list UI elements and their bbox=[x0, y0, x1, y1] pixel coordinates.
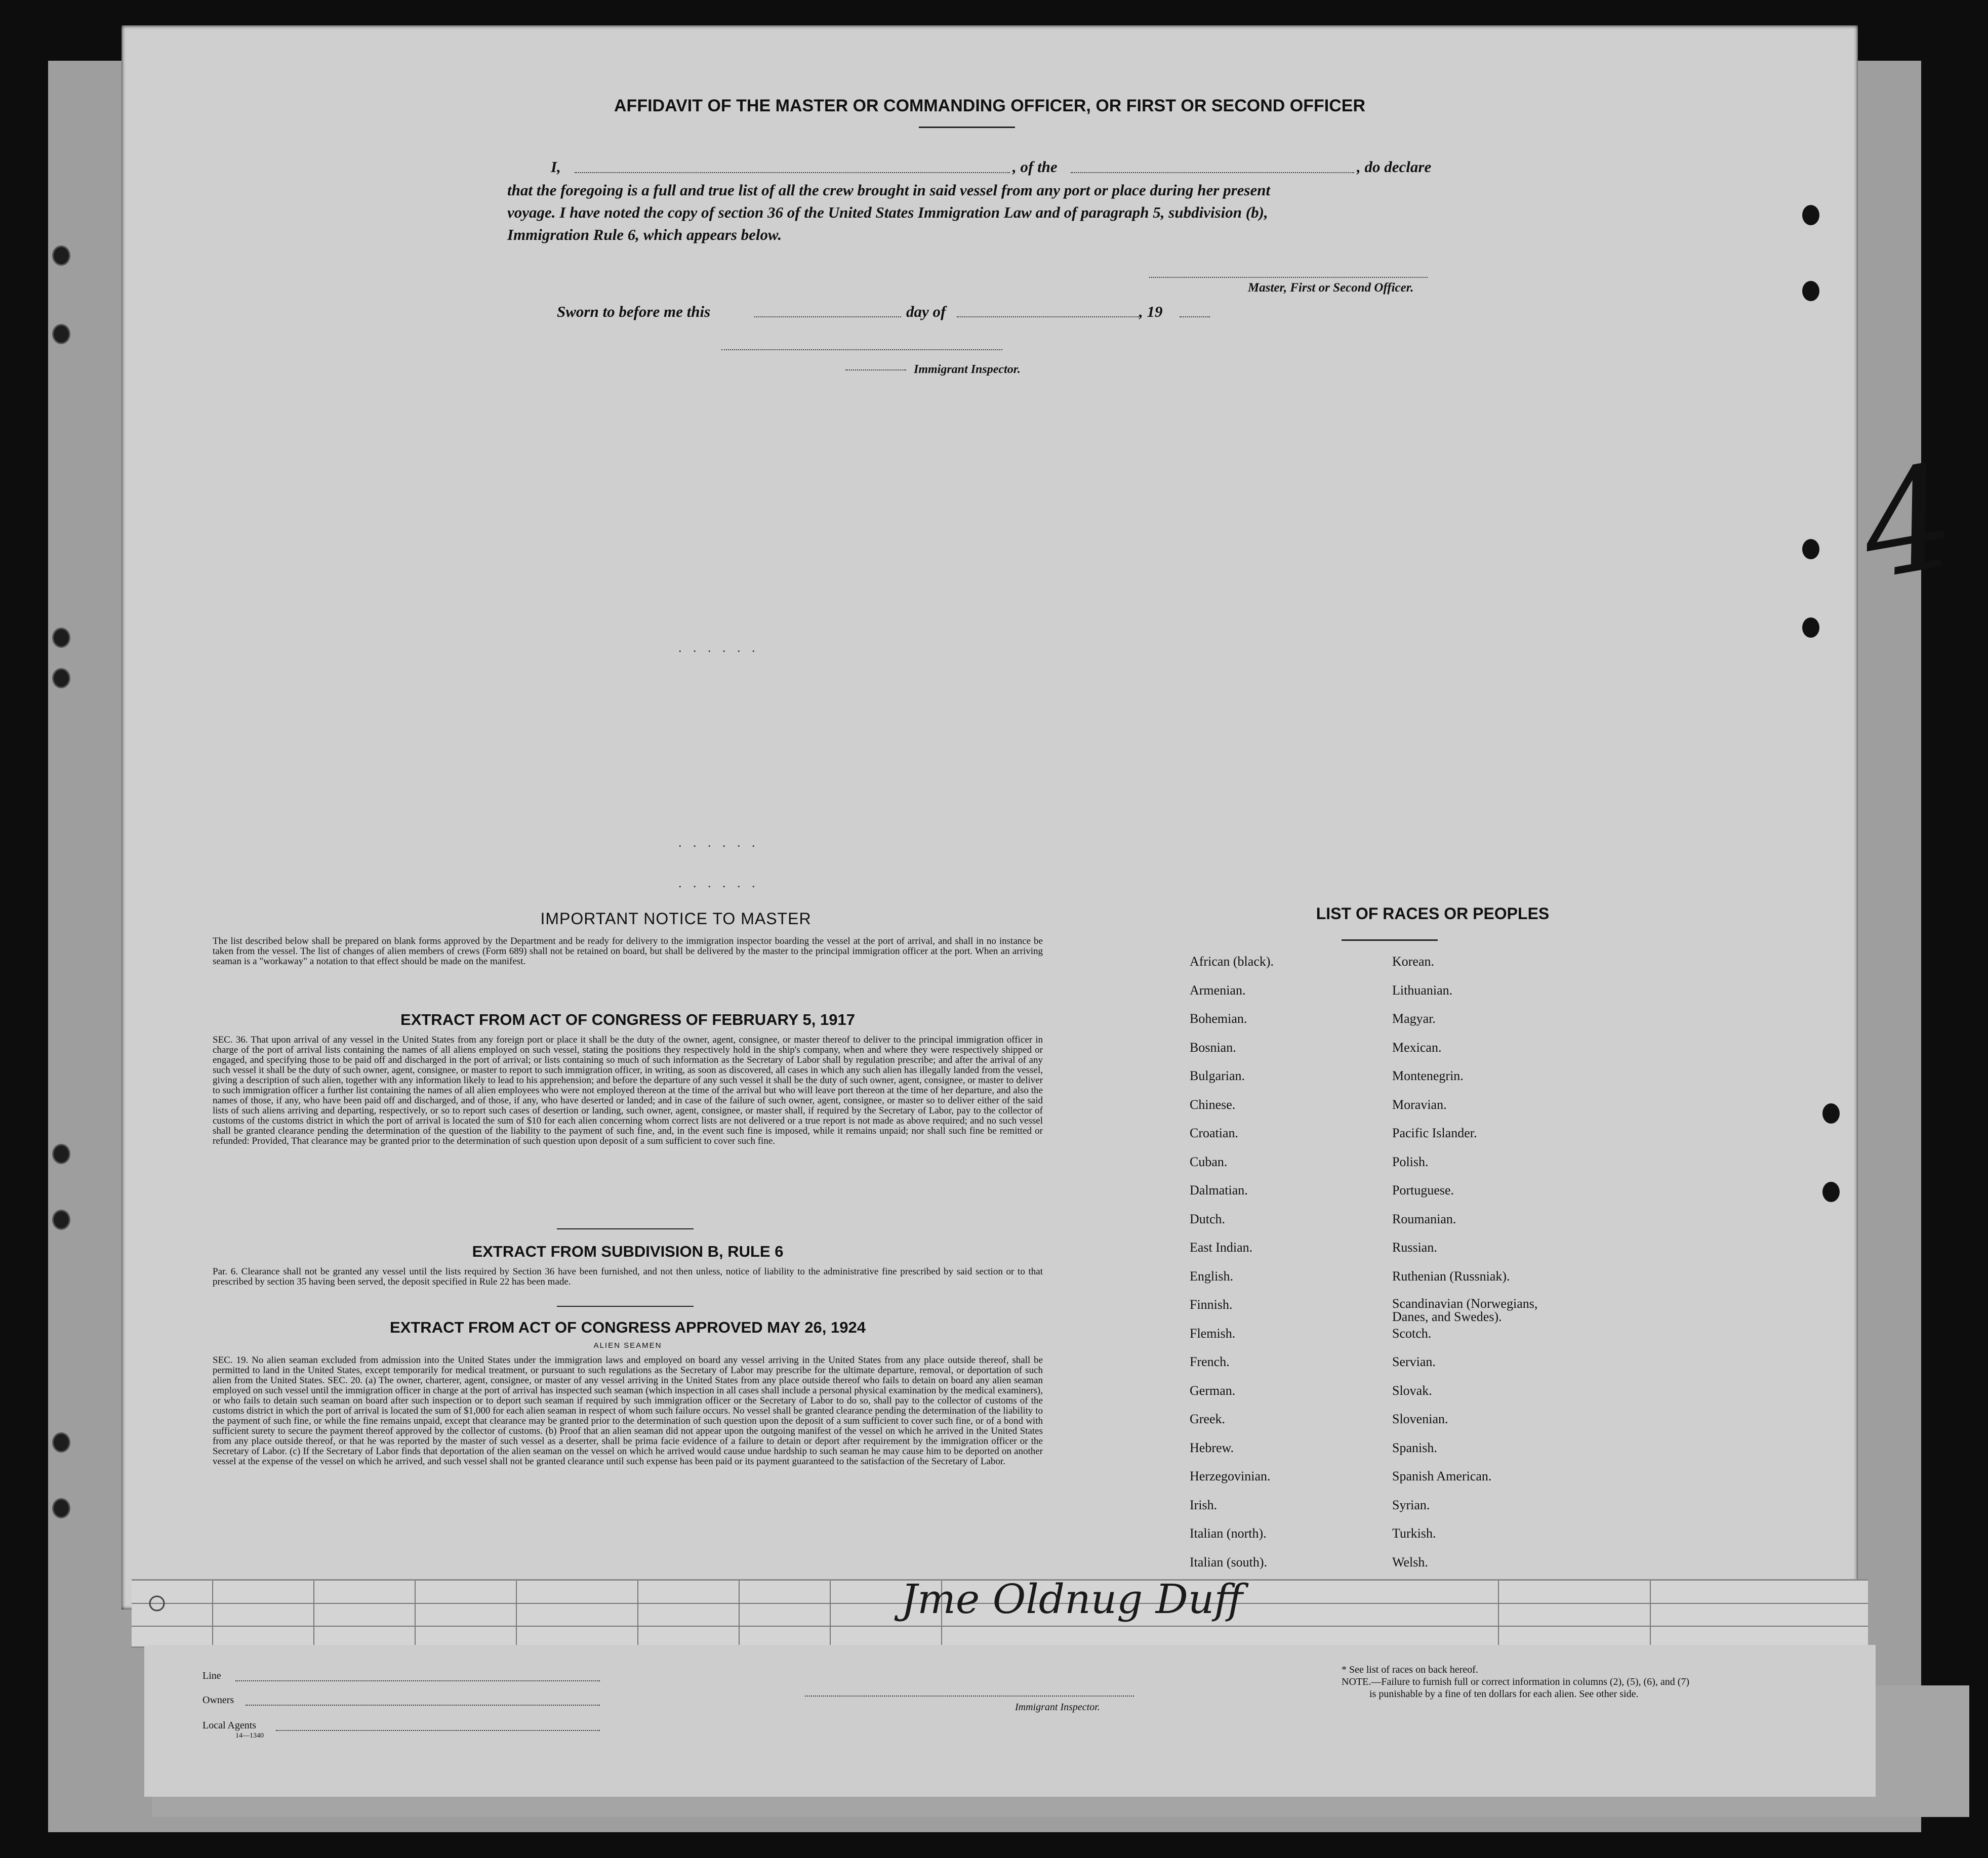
binder-hole-icon bbox=[52, 628, 70, 648]
race-item: Bosnian. bbox=[1190, 1040, 1236, 1055]
extract3-body: SEC. 19. No alien seaman excluded from admission into the United States under the immigration laws and employed on board any vessel arriving in the United States from any place outside thereof, shall be permitted to land in the United States, except temporarily for medical treatment, or pursuant to such regulations as the Secretary of Labor may prescribe for the ultimate departure, removal, or deportation of such alien from the United States. SEC. 20. (a) The owner, charterer, agent, consignee, or master of any vessel arriving in the United States from any place outside thereof who fails to detain on board any alien seaman employed on such vessel until the immigration officer in charge at the port of arrival has inspected such seaman (which inspection in all cases shall include a personal physical examination by the medical examiners), or who fails to detain such seaman on board after such inspection or to deport such seaman if required by such immigration officer or the Secretary of Labor to do so, shall pay to the collector of customs of the customs district in which the port of arrival is located the sum of $1,000 for each alien seaman in respect of whom such failure occurs. No vessel shall be granted clearance pending the determination of the liability to the payment of such fine, or while the fine remains unpaid, except that clearance may be granted prior to the determination of such question upon the deposit of a sum sufficient to cover such fine, or of a bond with sufficient surety to secure the payment thereof approved by the collector of customs. (b) Proof that an alien seaman did not appear upon the outgoing manifest of the vessel on which he arrived in the United States from any place outside thereof, or that he was reported by the master of such vessel as a deserter, shall be prima facie evidence of a failure to detain or deport after requirement by the immigration officer or the Secretary of Labor. (c) If the Secretary of Labor finds that deportation of the alien seaman on the vessel on which he arrived would cause undue hardship to such seaman he may cause him to be deported on another vessel at the expense of the vessel on which he arrived, and such vessel shall not be granted clearance until such expense has been paid or its payment guaranteed to the satisfaction of the Secretary of Labor. bbox=[213, 1355, 1043, 1467]
race-item: Scotch. bbox=[1392, 1326, 1432, 1341]
affidavit-i: I, bbox=[551, 158, 561, 176]
name-blank bbox=[575, 172, 1010, 173]
binder-hole-icon bbox=[52, 245, 70, 266]
race-item: Cuban. bbox=[1190, 1154, 1228, 1169]
binder-hole-icon bbox=[52, 1144, 70, 1164]
line-blank bbox=[235, 1680, 600, 1681]
race-item: Irish. bbox=[1190, 1497, 1218, 1512]
binder-hole-icon bbox=[52, 668, 70, 688]
inspector-blank-short bbox=[845, 369, 906, 370]
race-item: Turkish. bbox=[1392, 1526, 1436, 1541]
race-item: Bulgarian. bbox=[1190, 1068, 1245, 1083]
extract3-subtitle: ALIEN SEAMEN bbox=[593, 1341, 662, 1350]
race-item: Dalmatian. bbox=[1190, 1183, 1248, 1198]
line-label: Line bbox=[202, 1670, 221, 1681]
race-item: Welsh. bbox=[1392, 1554, 1428, 1570]
extract1-title: EXTRACT FROM ACT OF CONGRESS OF FEBRUARY 5, 1917 bbox=[400, 1011, 855, 1028]
faint-marks: . . . . . . bbox=[678, 876, 759, 890]
race-item: Italian (south). bbox=[1190, 1554, 1268, 1570]
signature: Jme Oldnug Duff bbox=[901, 1576, 1243, 1623]
footer-note-1: * See list of races on back hereof. bbox=[1342, 1664, 1478, 1675]
race-item: German. bbox=[1190, 1383, 1236, 1398]
races-rule bbox=[1342, 939, 1438, 941]
race-item: Magyar. bbox=[1392, 1011, 1436, 1026]
race-item: Korean. bbox=[1392, 954, 1435, 969]
affidavit-page bbox=[121, 25, 1967, 1609]
title-rule bbox=[919, 127, 1015, 128]
sworn-month-blank bbox=[957, 316, 1139, 317]
affidavit-line3: voyage. I have noted the copy of section 36 of the United States Immigration Law and of paragraph 5, subdivision (b), bbox=[507, 203, 1268, 221]
footer-inspector-label: Immigrant Inspector. bbox=[1015, 1702, 1100, 1713]
sworn-day-blank bbox=[754, 316, 901, 317]
punch-hole-icon bbox=[1802, 617, 1819, 638]
race-item: Flemish. bbox=[1190, 1326, 1236, 1341]
extract-rule bbox=[557, 1306, 694, 1307]
punch-hole-icon bbox=[1822, 1103, 1840, 1124]
binder-hole-icon bbox=[52, 1432, 70, 1453]
footer-note-2: NOTE.—Failure to furnish full or correct information in columns (2), (5), (6), and (7) bbox=[1342, 1676, 1690, 1687]
race-item: Montenegrin. bbox=[1392, 1068, 1464, 1083]
binder-hole-icon bbox=[52, 324, 70, 344]
sworn-label: Sworn to before me this bbox=[557, 303, 711, 320]
extract1-body: SEC. 36. That upon arrival of any vessel in the United States from any foreign port or place it shall be the duty of the owner, agent, consignee, or master thereof to deliver to the principal immigration officer in charge of the port of arrival lists containing the names of all aliens employed on such vessel, stating the positions they respectively hold in the ship's company, when and where they were respectively shipped or engaged, and specifying those to be paid off and discharged in the port of arrival; or lists containing so much of such information as the Secretary of Labor shall by regulation prescribe; and after the arrival of any such vessel it shall be the duty of such owner, agent, consignee, or master to report to such immigration officer, in writing, as soon as discovered, all cases in which any such alien has illegally landed from the vessel, giving a description of such alien, together with any information likely to lead to his apprehension; and before the departure of any such vessel it shall be the duty of such owner, agent, consignee, or master to deliver to such immigration officer a further list containing the names of all alien employees who were not employed thereon at the time of the arrival but who will leave port thereon at the time of her departure, and also the names of those, if any, who have been paid off and discharged, and of those, if any, who have deserted or landed; and in case of the failure of such owner, agent, consignee, or master so to deliver either of the said lists of such aliens arriving and departing, respectively, or so to report such cases of desertion or landing, such owner, agent, consignee, or master shall, if required by the Secretary of Labor, pay to the collector of customs of the customs district in which the port of arrival is located the sum of $10 for each alien concerning whom correct lists are not delivered or a true report is not made as above required; and no such vessel shall be granted clearance pending the determination of the question of the liability to the payment of such fine, and, in the event such fine is imposed, while it remains unpaid; nor shall such fine be remitted or refunded: Provided, That clearance may be granted prior to the determination of such question upon deposit of a sum sufficient to cover such fine. bbox=[213, 1035, 1043, 1146]
owners-label: Owners bbox=[202, 1695, 234, 1706]
race-item: Croatian. bbox=[1190, 1126, 1239, 1140]
race-item: Spanish. bbox=[1392, 1440, 1437, 1455]
footer-note-3: is punishable by a fine of ten dollars for each alien. See other side. bbox=[1369, 1688, 1639, 1700]
master-label: Master, First or Second Officer. bbox=[1248, 281, 1414, 295]
races-title: LIST OF RACES OR PEOPLES bbox=[1316, 904, 1550, 923]
binder-hole-icon bbox=[52, 1210, 70, 1230]
race-item: Armenian. bbox=[1190, 982, 1246, 998]
faint-marks: . . . . . . bbox=[678, 835, 759, 850]
inspector-blank bbox=[721, 349, 1002, 350]
local-agents-label: Local Agents bbox=[202, 1720, 257, 1731]
faint-marks: . . . . . . bbox=[678, 640, 759, 655]
race-item: Bohemian. bbox=[1190, 1011, 1247, 1026]
race-item: Mexican. bbox=[1392, 1040, 1442, 1055]
affidavit-do-declare: , do declare bbox=[1357, 158, 1432, 176]
race-item: Scandinavian (Norwegians, Danes, and Swedes). bbox=[1392, 1296, 1538, 1324]
binder-hole-icon bbox=[52, 1498, 70, 1518]
race-item: Syrian. bbox=[1392, 1497, 1430, 1512]
notice-body: The list described below shall be prepared on blank forms approved by the Department and be ready for delivery to the immigration inspector boarding the vessel at the port of arrival, and shall in no instance be taken from the vessel. The list of changes of alien members of crews (Form 689) shall not be retained on board, but shall be delivered by the master to the principal immigration officer at the port. When an arriving seaman is a "workaway" a notation to that effect should be made on the manifest. bbox=[213, 936, 1043, 967]
race-item: Ruthenian (Russniak). bbox=[1392, 1268, 1510, 1284]
race-item: Herzegovinian. bbox=[1190, 1469, 1271, 1483]
footer-inspector-blank bbox=[805, 1696, 1134, 1697]
extract2-body: Par. 6. Clearance shall not be granted any vessel until the lists required by Section 36 have been furnished, and not then unless, notice of liability to the administrative fine prescribed by said section or to that prescribed by section 35 having been served, the deposit specified in Rule 22 has been made. bbox=[213, 1266, 1043, 1287]
race-item: Polish. bbox=[1392, 1154, 1429, 1169]
race-item: Dutch. bbox=[1190, 1211, 1226, 1226]
race-item: East Indian. bbox=[1190, 1240, 1253, 1255]
race-item: Servian. bbox=[1392, 1354, 1436, 1369]
affidavit-title: AFFIDAVIT OF THE MASTER OR COMMANDING OFFICER, OR FIRST OR SECOND OFFICER bbox=[614, 96, 1365, 115]
affidavit-of-the: , of the bbox=[1012, 158, 1058, 176]
punch-hole-icon bbox=[1802, 281, 1819, 301]
race-item: Lithuanian. bbox=[1392, 982, 1453, 998]
race-item: Hebrew. bbox=[1190, 1440, 1234, 1455]
local-agents-blank bbox=[276, 1730, 600, 1731]
signature-strip bbox=[132, 1576, 1868, 1648]
form-number: 14—1340 bbox=[235, 1732, 264, 1740]
race-item: Pacific Islander. bbox=[1392, 1126, 1477, 1140]
sworn-year-blank bbox=[1180, 316, 1210, 317]
race-item: Spanish American. bbox=[1392, 1469, 1492, 1483]
race-item: African (black). bbox=[1190, 954, 1274, 969]
race-item: Portuguese. bbox=[1392, 1183, 1454, 1198]
race-item: Roumanian. bbox=[1392, 1211, 1456, 1226]
extract3-title: EXTRACT FROM ACT OF CONGRESS APPROVED MAY 26, 1924 bbox=[390, 1318, 866, 1336]
extract-rule bbox=[557, 1228, 694, 1229]
punch-hole-icon bbox=[1802, 539, 1819, 559]
affidavit-line4: Immigration Rule 6, which appears below. bbox=[507, 226, 782, 243]
punch-hole-icon bbox=[1822, 1182, 1840, 1202]
affidavit-line2: that the foregoing is a full and true list of all the crew brought in said vessel from any port or place during her present bbox=[507, 181, 1271, 199]
race-item: Slovenian. bbox=[1392, 1412, 1448, 1426]
margin-mark: 4 bbox=[1849, 434, 1967, 612]
race-item: Finnish. bbox=[1190, 1297, 1233, 1312]
year-label: , 19 bbox=[1139, 303, 1163, 320]
punch-hole-icon bbox=[1802, 205, 1819, 225]
race-item: Slovak. bbox=[1392, 1383, 1432, 1398]
race-item: Moravian. bbox=[1392, 1097, 1447, 1112]
extract2-title: EXTRACT FROM SUBDIVISION B, RULE 6 bbox=[472, 1243, 784, 1260]
footer-section bbox=[144, 1645, 1876, 1797]
race-item: Chinese. bbox=[1190, 1097, 1236, 1112]
vessel-blank bbox=[1071, 172, 1354, 173]
race-item: Greek. bbox=[1190, 1412, 1226, 1426]
owners-blank bbox=[246, 1705, 600, 1706]
day-of-label: day of bbox=[906, 303, 946, 320]
race-item: English. bbox=[1190, 1268, 1233, 1284]
notice-title: IMPORTANT NOTICE TO MASTER bbox=[540, 910, 812, 928]
inspector-label: Immigrant Inspector. bbox=[914, 363, 1021, 376]
race-item: Italian (north). bbox=[1190, 1526, 1267, 1541]
race-item: Russian. bbox=[1392, 1240, 1437, 1255]
race-item: French. bbox=[1190, 1354, 1230, 1369]
master-signature-blank bbox=[1149, 277, 1428, 278]
